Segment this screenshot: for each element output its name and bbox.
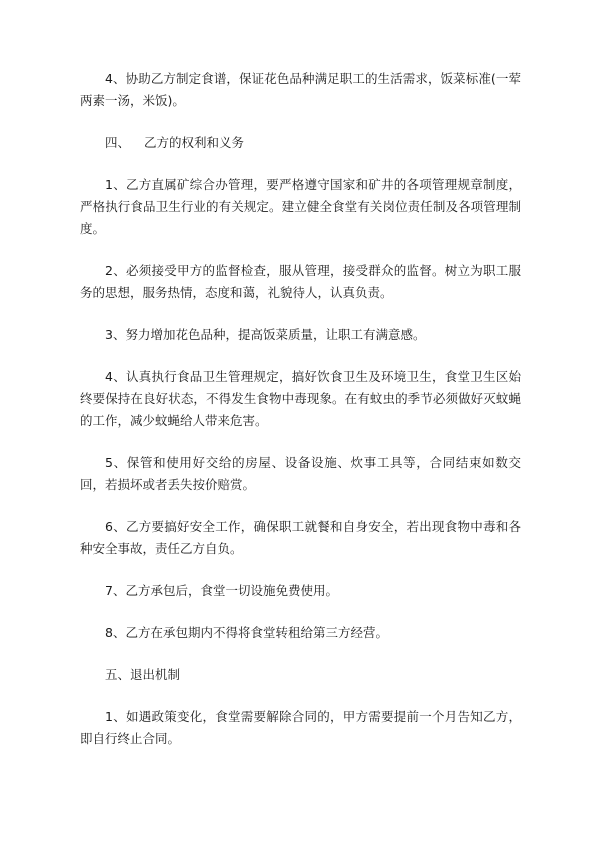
- document-body: [80, 68, 521, 770]
- paragraph-exit-item-1: 1、如遇政策变化，食堂需要解除合同的，甲方需要提前一个月告知乙方，即自行终止合同。: [80, 709, 521, 746]
- paragraph-canteen-menu: 4、协助乙方制定食谱，保证花色品种满足职工的生活需求，饭菜标准(一荤两素一汤，米饭)。: [80, 71, 521, 108]
- section-title: 乙方的权利和义务: [144, 135, 245, 150]
- section-heading-party-b-rights: [80, 132, 521, 154]
- paragraph-item-3: 3、努力增加花色品种，提高饭菜质量，让职工有满意感。: [105, 327, 426, 342]
- section-number: 四、: [105, 135, 131, 150]
- section-heading-exit-mechanism: 五、退出机制: [105, 667, 181, 682]
- paragraph-item-1: 1、乙方直属矿综合办管理，要严格遵守国家和矿井的各项管理规章制度，严格执行食品卫生行业的有关规定。建立健全食堂有关岗位责任制及各项管理制度。: [80, 177, 521, 236]
- paragraph-item-2: 2、必须接受甲方的监督检查，服从管理，接受群众的监督。树立为职工服务的思想，服务热情，态度和蔼，礼貌待人，认真负责。: [80, 263, 521, 300]
- paragraph-item-7: 7、乙方承包后，食堂一切设施免费使用。: [105, 583, 338, 598]
- paragraph-item-5: 5、保管和使用好交给的房屋、设备设施、炊事工具等，合同结束如数交回，若损坏或者丢失按价赔赏。: [80, 455, 521, 492]
- paragraph-item-6: 6、乙方要搞好安全工作，确保职工就餐和自身安全，若出现食物中毒和各种安全事故，责任乙方自负。: [80, 519, 521, 556]
- paragraph-item-8: 8、乙方在承包期内不得将食堂转租给第三方经营。: [105, 625, 388, 640]
- paragraph-item-4: 4、认真执行食品卫生管理规定，搞好饮食卫生及环境卫生，食堂卫生区始终要保持在良好状态，不得发生食物中毒现象。在有蚊虫的季节必须做好灭蚊蝇的工作，减少蚊蝇给人带来危害。: [80, 369, 521, 428]
